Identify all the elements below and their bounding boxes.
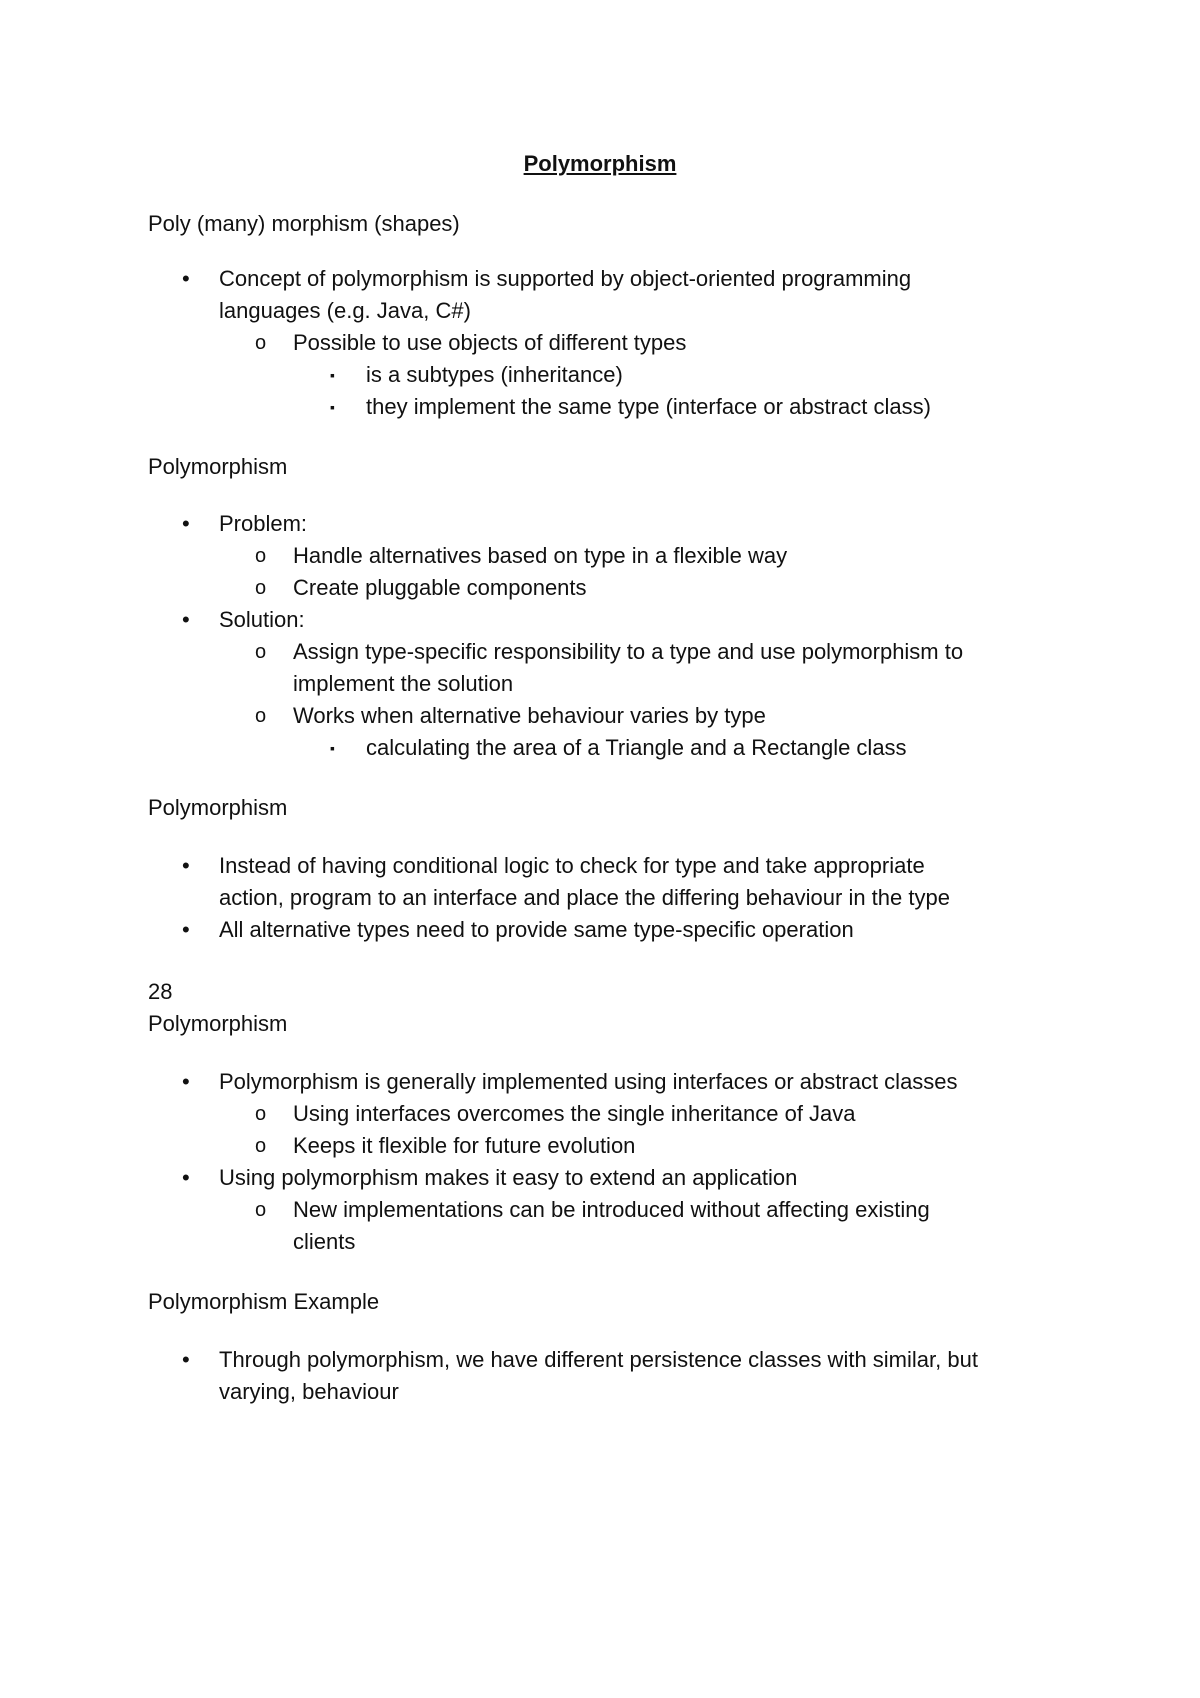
circle-bullet-icon: o [255,332,267,354]
sub-list-item: Handle alternatives based on type in a flexible way [293,543,788,568]
square-bullet-icon: ▪ [330,399,335,415]
circle-bullet-icon: o [255,1135,267,1157]
sub-list-item: Create pluggable components [293,575,587,600]
bullet-icon: • [182,1165,190,1190]
list-item: Using polymorphism makes it easy to extend an application [219,1165,798,1190]
sub-list-item: Keeps it flexible for future evolution [293,1133,636,1158]
list-item: Instead of having conditional logic to check for type and take appropriate [219,853,925,878]
intro-text: Poly (many) morphism (shapes) [148,211,460,236]
bullet-icon: • [182,266,190,291]
sub-list-item: Using interfaces overcomes the single inheritance of Java [293,1101,856,1126]
sub-list-item: Assign type-specific responsibility to a type and use polymorphism to [293,639,964,664]
circle-bullet-icon: o [255,577,267,599]
square-bullet-icon: ▪ [330,740,335,756]
section-heading: Polymorphism [148,454,288,479]
page-number: 28 [148,979,173,1004]
list-item: All alternative types need to provide same type-specific operation [219,917,854,942]
bullet-icon: • [182,607,190,632]
bullet-icon: • [182,511,190,536]
list-item: Through polymorphism, we have different persistence classes with similar, but [219,1347,978,1372]
circle-bullet-icon: o [255,705,267,727]
list-item-continuation: varying, behaviour [219,1379,399,1404]
square-bullet-icon: ▪ [330,367,335,383]
sub-list-item: Works when alternative behaviour varies by type [293,703,766,728]
list-item: Solution: [219,607,305,632]
section-heading: Polymorphism Example [148,1289,380,1314]
sub-sub-list-item: calculating the area of a Triangle and a Rectangle class [366,735,907,760]
bullet-icon: • [182,1069,190,1094]
bullet-icon: • [182,1347,190,1372]
sub-sub-list-item: they implement the same type (interface or abstract class) [366,394,931,419]
list-item-continuation: languages (e.g. Java, C#) [219,298,471,323]
circle-bullet-icon: o [255,1199,267,1221]
sub-list-item: Possible to use objects of different types [293,330,687,355]
sub-list-item: New implementations can be introduced without affecting existing [293,1197,930,1222]
list-item-continuation: action, program to an interface and place the differing behaviour in the type [219,885,950,910]
sub-list-item-continuation: implement the solution [293,671,514,696]
section-heading: Polymorphism [148,795,288,820]
bullet-icon: • [182,917,190,942]
sub-list-item-continuation: clients [293,1229,356,1254]
circle-bullet-icon: o [255,1103,267,1125]
list-item: Polymorphism is generally implemented using interfaces or abstract classes [219,1069,958,1094]
list-item: Problem: [219,511,308,536]
page-title: Polymorphism [523,151,677,176]
section-heading: Polymorphism [148,1011,288,1036]
sub-sub-list-item: is a subtypes (inheritance) [366,362,623,387]
list-item: Concept of polymorphism is supported by object-oriented programming [219,266,912,291]
circle-bullet-icon: o [255,641,267,663]
circle-bullet-icon: o [255,545,267,567]
bullet-icon: • [182,853,190,878]
